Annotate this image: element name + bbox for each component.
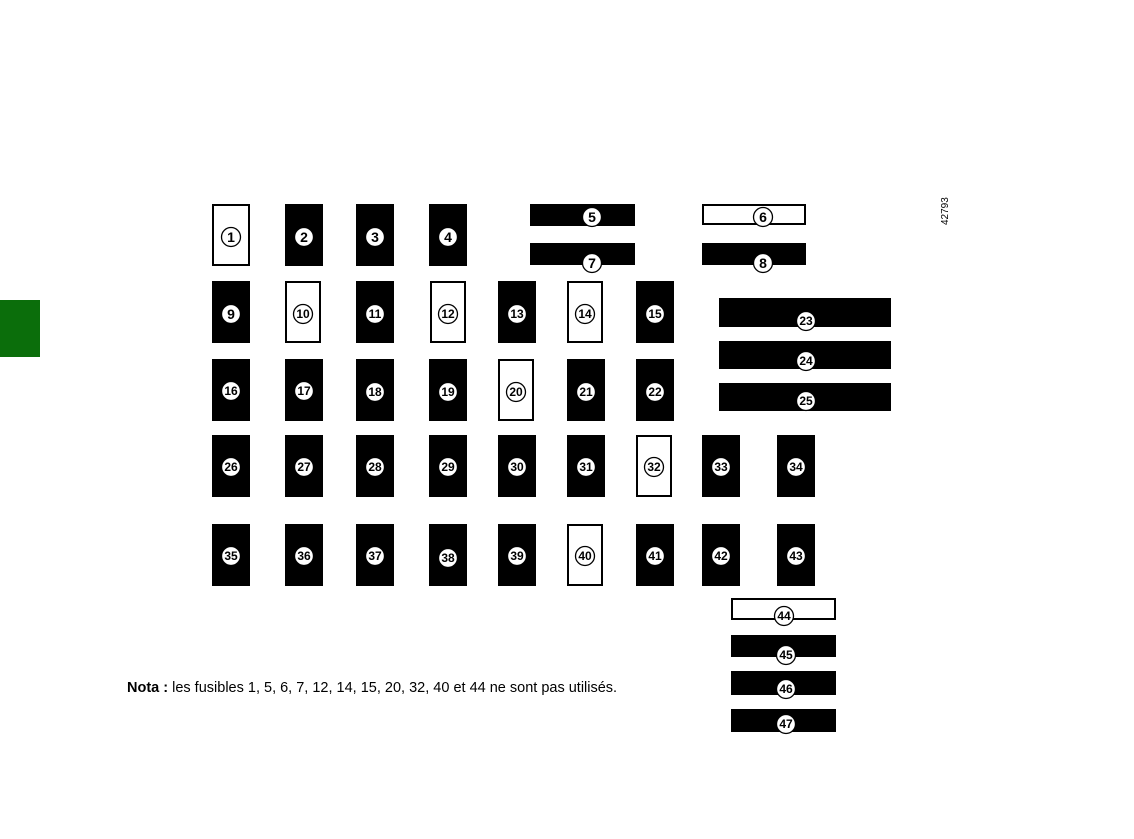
fuse-21-number: 21 [579, 385, 593, 399]
fuse-34-number: 34 [789, 460, 803, 474]
fuse-36-number: 36 [297, 549, 311, 563]
fuse-27 [286, 436, 322, 496]
fuse-27-number: 27 [297, 460, 311, 474]
fuse-18-number: 18 [368, 385, 382, 399]
fuse-8-number: 8 [759, 255, 767, 271]
fuse-5-number: 5 [588, 209, 596, 225]
fuse-43 [778, 525, 814, 585]
fuse-40 [568, 525, 602, 585]
fuse-16 [213, 360, 249, 420]
fuse-45 [732, 636, 835, 665]
fuse-19 [430, 360, 466, 420]
fuse-41 [637, 525, 673, 585]
fuse-1-number: 1 [227, 229, 235, 245]
fuse-2-number: 2 [300, 229, 308, 245]
fuse-23-number: 23 [799, 314, 813, 328]
fuse-32 [637, 436, 671, 496]
fuse-26-number: 26 [224, 460, 238, 474]
fuse-30-number: 30 [510, 460, 524, 474]
fuse-12 [431, 282, 465, 342]
fuse-22-number: 22 [648, 385, 662, 399]
fuse-35-number: 35 [224, 549, 238, 563]
fuse-38-number: 38 [441, 551, 455, 565]
fuse-13-number: 13 [510, 307, 524, 321]
fuse-45-number: 45 [779, 648, 793, 662]
fuse-17 [286, 360, 322, 420]
fuse-7 [531, 244, 634, 273]
fuse-33 [703, 436, 739, 496]
fuse-39 [499, 525, 535, 585]
fuse-43-number: 43 [789, 549, 803, 563]
fuse-29-number: 29 [441, 460, 455, 474]
fuse-9 [213, 282, 249, 342]
fuse-11-number: 11 [368, 307, 382, 321]
fuse-4-number: 4 [444, 229, 452, 245]
fuse-11 [357, 282, 393, 342]
fuse-19-number: 19 [441, 385, 455, 399]
fuse-47-number: 47 [779, 717, 793, 731]
fuse-15 [637, 282, 673, 342]
fuse-44-number: 44 [777, 609, 791, 623]
fuse-44 [732, 599, 835, 626]
fuse-4 [430, 205, 466, 265]
fuse-20 [499, 360, 533, 420]
fuse-39-number: 39 [510, 549, 524, 563]
fuse-10-number: 10 [296, 307, 310, 321]
fuse-33-number: 33 [714, 460, 728, 474]
fuse-16-number: 16 [224, 384, 238, 398]
fuse-23 [720, 299, 890, 331]
fuse-25 [720, 384, 890, 411]
fuse-7-number: 7 [588, 255, 596, 271]
fuse-42-number: 42 [714, 549, 728, 563]
fuse-41-number: 41 [648, 549, 662, 563]
fuse-10 [286, 282, 320, 342]
fuse-29 [430, 436, 466, 496]
fuse-35 [213, 525, 249, 585]
fuse-13 [499, 282, 535, 342]
fuse-24 [720, 342, 890, 371]
note [127, 680, 617, 696]
figure-reference: 42793 [940, 197, 951, 225]
fuse-5 [531, 205, 634, 227]
fuse-22 [637, 360, 673, 420]
fuse-36 [286, 525, 322, 585]
fuse-26 [213, 436, 249, 496]
fuse-47 [732, 710, 835, 734]
fuse-21 [568, 360, 604, 420]
fuse-37 [357, 525, 393, 585]
fuse-15-number: 15 [648, 307, 662, 321]
fuse-2 [286, 205, 322, 265]
fuse-9-number: 9 [227, 306, 235, 322]
fuse-14 [568, 282, 602, 342]
fuse-46 [732, 672, 835, 699]
fuse-31 [568, 436, 604, 496]
fuse-34 [778, 436, 814, 496]
fuse-38 [430, 525, 466, 585]
fuse-25-number: 25 [799, 394, 813, 408]
fuse-12-number: 12 [441, 307, 455, 321]
fuse-40-number: 40 [578, 549, 592, 563]
fuse-1 [213, 205, 249, 265]
fuse-3-number: 3 [371, 229, 379, 245]
note-text: les fusibles 1, 5, 6, 7, 12, 14, 15, 20, 32, 40 et 44 ne sont pas utilisés. [168, 680, 618, 696]
fuse-3 [357, 205, 393, 265]
fuse-28-number: 28 [368, 460, 382, 474]
note-label: Nota : [127, 680, 169, 696]
fuse-32-number: 32 [647, 460, 661, 474]
fuse-24-number: 24 [799, 354, 813, 368]
fuse-8 [703, 244, 805, 273]
fuse-6-number: 6 [759, 209, 767, 225]
fuse-28 [357, 436, 393, 496]
fuse-31-number: 31 [579, 460, 593, 474]
fuse-46-number: 46 [779, 682, 793, 696]
fuse-37-number: 37 [368, 549, 382, 563]
fuse-18 [357, 360, 393, 420]
fuse-14-number: 14 [578, 307, 592, 321]
fuse-30 [499, 436, 535, 496]
fuse-20-number: 20 [509, 385, 523, 399]
fuse-17-number: 17 [297, 384, 311, 398]
fuse-6 [703, 205, 805, 227]
fuse-42 [703, 525, 739, 585]
